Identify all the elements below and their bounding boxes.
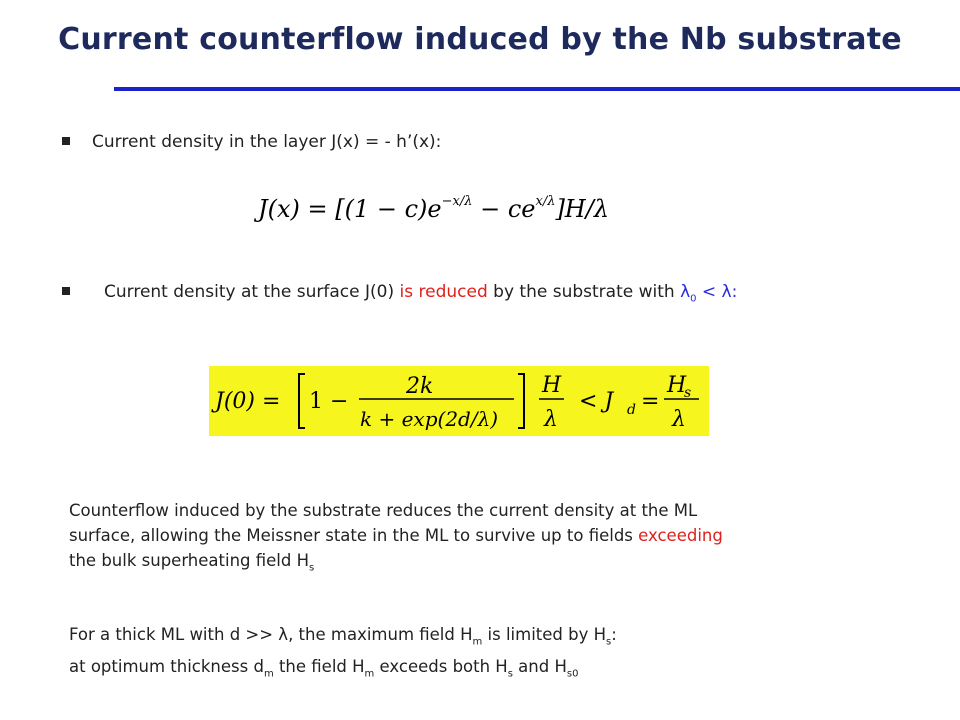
p2-l2-sub1: m [263,668,274,680]
p2-l2-sub4: s0 [566,668,579,680]
eq2-H: H [542,373,562,398]
lambda0-letter: λ [680,282,691,302]
paragraph-1-line-3-text: the bulk superheating field H [69,551,310,570]
right-bracket [518,374,524,428]
paragraph-1-subscript: s [309,562,315,574]
p2-l2-d: and H [512,657,567,677]
paragraph-counterflow [69,498,723,580]
bullet-1 [62,132,441,152]
slide-title: Current counterflow induced by the Nb substrate [58,22,902,57]
bullet-square-icon [62,137,70,145]
eq2-lambda-2: λ [672,407,686,432]
p2-l2-b: the field H [273,657,365,677]
lambda0-subscript: 0 [690,293,697,305]
p2-l2-sub2: m [364,668,375,680]
p2-l2-sub3: s [507,668,513,680]
paragraph-1-line-1: Counterflow induced by the substrate reduces the current density at the ML [69,501,698,520]
eq1-exp1: −x/λ [441,194,473,209]
paragraph-1-line-3 [69,548,723,580]
eq2-numerator: 2k [406,374,434,399]
p2-l2-c: exceeds both H [374,657,508,677]
equation-2-svg [209,366,709,436]
eq1-rhs: ]H/λ [555,195,610,223]
p2-l1-c: : [611,625,617,644]
paragraph-1-line-2-text: surface, allowing the Meissner state in the ML to survive up to fields [69,526,639,545]
p2-l1-sub2: s [606,636,612,648]
eq2-one-minus: 1 − [309,389,349,414]
eq1-mid: − ce [472,195,536,223]
bullet-2-comparison: < λ: [696,282,738,302]
lambda0-symbol [680,282,697,305]
eq2-d-sub: d [627,402,636,418]
left-bracket [299,374,305,428]
eq1-exp2: x/λ [535,194,556,209]
bullet-square-icon [62,287,70,295]
p2-l2-a: at optimum thickness d [69,657,264,677]
eq1-lhs: J(x) = [(1 − c)e [258,195,442,223]
eq2-Hs: H [667,373,687,398]
eq2-s-sub: s [684,385,692,401]
p2-l1-b: is limited by H [482,625,607,644]
title-underline [114,87,960,91]
eq2-eq: = [641,389,660,414]
paragraph-2-line-1 [69,622,617,654]
paragraph-1-emphasis: exceeding [638,526,723,545]
eq2-denominator: k + exp(2d/λ) [360,407,499,431]
bullet-2-text-mid: by the substrate with [487,282,681,302]
equation-surface-current [209,366,709,436]
p2-l1-a: For a thick ML with d >> λ, the maximum field H [69,625,473,644]
bullet-1-text: Current density in the layer J(x) = - h’(x): [92,132,442,152]
equation-current-density [258,194,609,223]
bullet-2-text: Current density at the surface J(0) [104,282,400,302]
eq2-lhs: J(0) = [215,389,281,414]
eq2-lt: < J [579,389,614,414]
eq2-lambda: λ [544,407,558,432]
p2-l1-sub1: m [472,636,483,648]
bullet-2 [62,282,737,304]
paragraph-2-line-2 [69,654,617,686]
paragraph-thick-ml [69,622,617,687]
bullet-2-emphasis: is reduced [399,282,488,302]
paragraph-1-line-2 [69,523,723,548]
